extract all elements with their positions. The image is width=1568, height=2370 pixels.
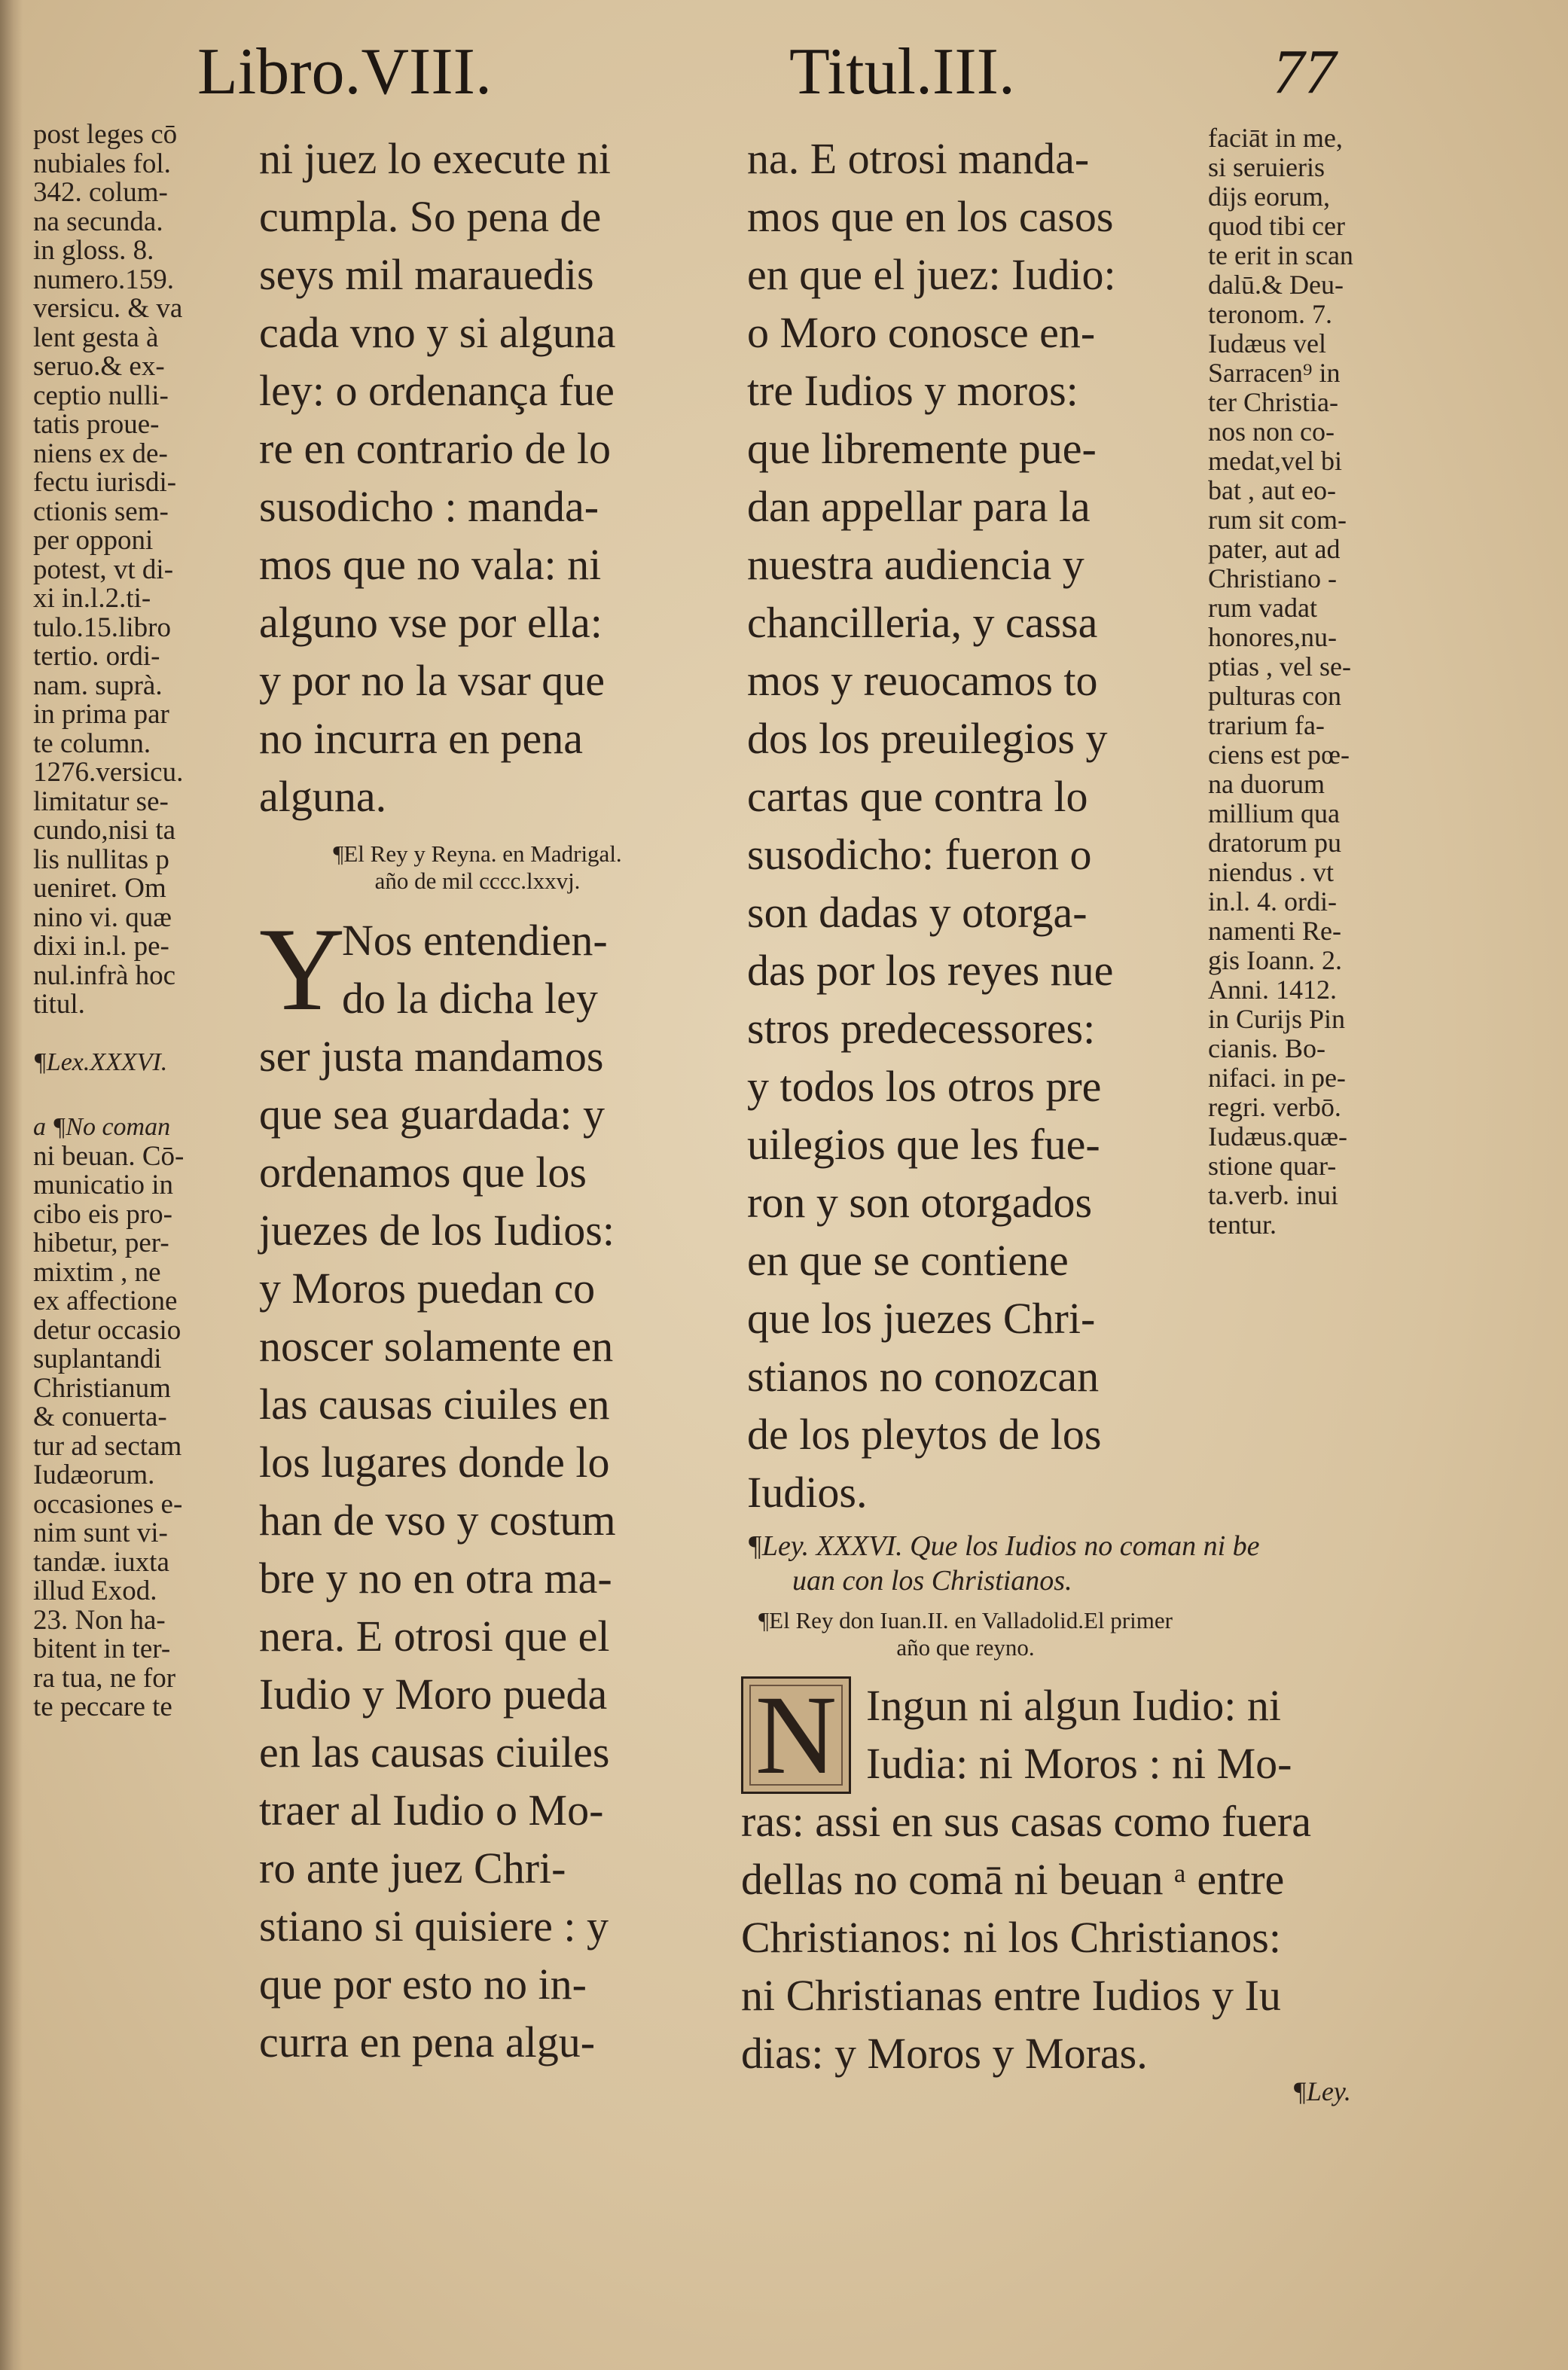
imprint-line: año de mil cccc.lxxvj. — [374, 868, 581, 894]
text-line: en las causas ciuiles — [259, 1728, 610, 1777]
imprint-line: ¶El Rey y Reyna. en Madrigal. — [333, 840, 622, 867]
gloss-line: tandæ. iuxta — [33, 1546, 169, 1578]
law-xxxvi-text — [741, 1672, 1404, 2082]
drop-cap-initial: Y — [259, 904, 346, 1036]
text-line: Ingun ni algun Iudio: ni — [866, 1681, 1281, 1730]
gloss-line: tatis proue- — [33, 409, 160, 440]
text-line: que por esto no in- — [259, 1960, 587, 2009]
text-line: Nos entendien- — [342, 916, 608, 965]
gloss-line: ctionis sem- — [33, 496, 169, 527]
gloss-line: te column. — [33, 727, 151, 759]
gloss-line: ra tua, ne for — [33, 1662, 176, 1694]
gloss-line: si seruieris — [1208, 152, 1325, 182]
gloss-line: lis nullitas p — [33, 843, 169, 875]
imprint-line: año que reyno. — [896, 1634, 1035, 1661]
text-line: ser justa mandamos — [259, 1032, 604, 1081]
text-line: curra en pena algu- — [259, 2018, 596, 2067]
text-line: de los pleytos de los — [747, 1410, 1102, 1459]
text-line: en que se contiene — [747, 1236, 1069, 1285]
imprint-line: ¶El Rey don Iuan.II. en Valladolid.El primer — [758, 1607, 1173, 1633]
gloss-line: versicu. & va — [33, 293, 183, 324]
gloss-line: pulturas con — [1208, 681, 1341, 711]
gloss-line: gis Ioann. 2. — [1208, 945, 1342, 975]
text-line: mos que no vala: ni — [259, 540, 602, 589]
gloss-line: ex affectione — [33, 1286, 178, 1316]
text-line: na. E otrosi manda- — [747, 134, 1090, 183]
text-line: Iudia: ni Moros : ni Mo- — [866, 1739, 1292, 1788]
text-line: dan appellar para la — [747, 482, 1091, 531]
text-line: das por los reyes nue — [747, 946, 1114, 995]
text-line: noscer solamente en — [259, 1322, 614, 1371]
text-line: nuestra audiencia y — [747, 540, 1084, 589]
text-line: ni Christianas entre Iudios y Iu — [741, 1971, 1281, 2020]
gloss-line: rum vadat — [1208, 593, 1317, 623]
gloss-line: Iudæorum. — [33, 1460, 155, 1490]
text-line: dos los preuilegios y — [747, 714, 1108, 763]
running-head-book: Libro.VIII. — [197, 35, 492, 108]
gloss-line: tertio. ordi- — [33, 641, 160, 672]
text-line: ras: assi en sus casas como fuera — [741, 1797, 1311, 1846]
text-line: que sea guardada: y — [259, 1090, 605, 1139]
gloss-line: millium qua — [1208, 798, 1340, 828]
text-line: que libremente pue- — [747, 424, 1097, 473]
text-line: y Moros puedan co — [259, 1264, 596, 1313]
gloss-line: ta.verb. inui — [1208, 1180, 1338, 1210]
text-line: que los juezes Chri- — [747, 1294, 1096, 1343]
gloss-line: ter Christia- — [1208, 387, 1338, 417]
law-paragraph — [259, 904, 696, 2071]
text-line: ron y son otorgados — [747, 1178, 1093, 1227]
text-line: los lugares donde lo — [259, 1438, 610, 1487]
text-line: dias: y Moros y Moras. — [741, 2029, 1148, 2078]
gloss-line: teronom. 7. — [1208, 299, 1332, 329]
gloss-line: namenti Re- — [1208, 916, 1341, 946]
text-line: mos y reuocamos to — [747, 656, 1098, 705]
text-line: o Moro conosce en- — [747, 308, 1096, 357]
gloss-line: xi in.l.2.ti- — [33, 583, 151, 614]
text-line: cumpla. So pena de — [259, 192, 602, 241]
folio-number: 77 — [1273, 37, 1336, 107]
text-line: tre Iudios y moros: — [747, 366, 1078, 415]
text-line: bre y no en otra ma- — [259, 1554, 612, 1603]
text-line: Christianos: ni los Christianos: — [741, 1913, 1281, 1962]
law-heading-line: uan con los Christianos. — [792, 1565, 1072, 1597]
text-line: Iudios. — [747, 1468, 868, 1517]
text-line: seys mil marauedis — [259, 250, 594, 299]
gloss-line: dijs eorum, — [1208, 181, 1330, 212]
gloss-line: seruo.& ex- — [33, 351, 165, 382]
gloss-line: Anni. 1412. — [1208, 975, 1337, 1005]
gloss-line: mixtim , ne — [33, 1256, 161, 1288]
gloss-line: & conuerta- — [33, 1402, 167, 1432]
text-line: son dadas y otorga- — [747, 888, 1088, 937]
ornamental-drop-cap — [741, 1672, 851, 1798]
gloss-line: per opponi — [33, 525, 154, 556]
gloss-line: trarium fa- — [1208, 710, 1325, 740]
gloss-line: pater, aut ad — [1208, 534, 1341, 564]
gloss-line: dixi in.l. pe- — [33, 931, 169, 962]
text-line: susodicho : manda- — [259, 482, 599, 531]
gloss-line: nifaci. in pe- — [1208, 1063, 1346, 1093]
gloss-line: Sarracen⁹ in — [1208, 358, 1341, 388]
gloss-line: ueniret. Om — [33, 873, 166, 904]
text-line: stros predecessores: — [747, 1004, 1096, 1053]
running-head — [0, 27, 1568, 117]
text-line: alguno vse por ella: — [259, 598, 602, 647]
text-line: cada vno y si alguna — [259, 308, 616, 357]
text-line: susodicho: fueron o — [747, 830, 1092, 879]
law-heading — [747, 1529, 1260, 1598]
gloss-line: ceptio nulli- — [33, 380, 169, 411]
gloss-line: bitent in ter- — [33, 1633, 171, 1664]
gloss-line: tur ad sectam — [33, 1430, 182, 1462]
gloss-line: post leges cō — [33, 119, 178, 150]
imprint-note — [259, 840, 696, 895]
gloss-line: nam. suprà. — [33, 670, 163, 701]
gloss-line: stione quar- — [1208, 1151, 1337, 1181]
gloss-line: limitatur se- — [33, 785, 169, 817]
gloss-line: nino vi. quæ — [33, 901, 172, 933]
gloss-line: nim sunt vi- — [33, 1517, 168, 1548]
imprint-note — [747, 1607, 1184, 1661]
running-head-title: Titul.III. — [789, 35, 1015, 108]
gloss-line: ptias , vel se- — [1208, 651, 1351, 682]
law-heading-line: ¶Ley. XXXVI. Que los Iudios no coman ni be — [747, 1530, 1260, 1562]
gloss-line: quod tibi cer — [1208, 211, 1345, 241]
gloss-line: ciens est pœ- — [1208, 740, 1350, 770]
gloss-line: Christiano - — [1208, 563, 1337, 593]
text-line: ley: o ordenança fue — [259, 366, 615, 415]
gloss-line: lent gesta à — [33, 322, 159, 353]
text-line: no incurra en pena — [259, 714, 583, 763]
text-line: han de vso y costum — [259, 1496, 616, 1545]
text-line: stianos no conozcan — [747, 1352, 1100, 1401]
gloss-line: nubiales fol. — [33, 148, 171, 179]
gloss-line: tulo.15.libro — [33, 612, 171, 643]
text-line: ni juez lo execute ni — [259, 134, 612, 183]
gloss-line: regri. verbō. — [1208, 1092, 1341, 1122]
text-line: re en contrario de lo — [259, 424, 612, 473]
gloss-line: rum sit com- — [1208, 505, 1347, 535]
text-line: en que el juez: Iudio: — [747, 250, 1116, 299]
gloss-line: in Curijs Pin — [1208, 1004, 1346, 1034]
text-line: ro ante juez Chri- — [259, 1844, 566, 1893]
text-line: uilegios que les fue- — [747, 1120, 1100, 1169]
gloss-line: occasiones e- — [33, 1488, 183, 1520]
left-margin-gloss — [33, 120, 221, 1722]
gloss-line: municatio in — [33, 1170, 173, 1200]
gloss-line: in gloss. 8. — [33, 235, 154, 266]
catchword: ¶Ley. — [1292, 2076, 1351, 2106]
gloss-line: 342. colum- — [33, 177, 168, 208]
gloss-line: hibetur, per- — [33, 1228, 169, 1258]
gloss-line: Iudæus.quæ- — [1208, 1121, 1348, 1151]
text-line: alguna. — [259, 772, 387, 821]
gloss-line: potest, vt di- — [33, 554, 174, 585]
text-line: las causas ciuiles en — [259, 1380, 610, 1429]
gloss-line: in.l. 4. ordi- — [1208, 886, 1337, 917]
text-line: mos que en los casos — [747, 192, 1114, 241]
page-gutter-shadow — [0, 0, 23, 2370]
gloss-line: niendus . vt — [1208, 857, 1334, 887]
gloss-line: cianis. Bo- — [1208, 1033, 1325, 1063]
text-line: stiano si quisiere : y — [259, 1902, 609, 1951]
law-text-continued — [259, 130, 696, 825]
text-line: dellas no comā ni beuan ᵃ entre — [741, 1855, 1285, 1904]
left-margin-note-2-heading: a ¶No coman — [33, 1113, 171, 1141]
gloss-line: dratorum pu — [1208, 828, 1341, 858]
text-line: do la dicha ley — [342, 974, 598, 1023]
gloss-line: illud Exod. — [33, 1575, 157, 1606]
left-margin-note-1 — [33, 120, 221, 1020]
left-margin-note-2 — [33, 1142, 221, 1722]
gloss-line: faciāt in me, — [1208, 123, 1343, 153]
right-margin-gloss — [1208, 124, 1411, 1240]
main-column-left — [259, 130, 696, 2071]
gloss-line: Christianum — [33, 1372, 171, 1404]
text-line: juezes de los Iudios: — [259, 1206, 615, 1255]
gloss-line: bat , aut eo- — [1208, 475, 1336, 505]
text-line: ordenamos que los — [259, 1148, 587, 1197]
text-line: y por no la vsar que — [259, 656, 606, 705]
gloss-line: cibo eis pro- — [33, 1198, 172, 1230]
gloss-line: dalū.& Deu- — [1208, 270, 1344, 300]
text-line: Iudio y Moro pueda — [259, 1670, 608, 1719]
drop-cap-letter: N — [755, 1672, 837, 1798]
law-paragraph-body — [259, 1027, 696, 2071]
gloss-line: suplantandi — [33, 1344, 162, 1374]
gloss-line: 23. Non ha- — [33, 1604, 166, 1636]
text-line: traer al Iudio o Mo- — [259, 1786, 604, 1835]
gloss-line: medat,vel bi — [1208, 446, 1342, 476]
gloss-line: tentur. — [1208, 1209, 1277, 1240]
gloss-line: na secunda. — [33, 206, 163, 237]
gloss-line: cundo,nisi ta — [33, 815, 176, 846]
gloss-line: te peccare te — [33, 1691, 172, 1722]
law-text-continued — [747, 130, 1184, 1521]
gloss-line: nul.infrà hoc — [33, 959, 176, 991]
text-line: nera. E otrosi que el — [259, 1612, 610, 1661]
gloss-line: ni beuan. Cō- — [33, 1140, 185, 1172]
gloss-line: titul. — [33, 989, 85, 1020]
left-margin-law-reference: ¶Lex.XXXVI. — [33, 1048, 168, 1076]
text-line: cartas que contra lo — [747, 772, 1088, 821]
gloss-line: detur occasio — [33, 1314, 182, 1346]
gloss-line: niens ex de- — [33, 438, 168, 469]
gloss-line: nos non co- — [1208, 416, 1335, 447]
gloss-line: te erit in scan — [1208, 240, 1353, 270]
gloss-line: in prima par — [33, 699, 169, 730]
gloss-line: numero.159. — [33, 264, 175, 295]
gloss-line: 1276.versicu. — [33, 757, 184, 788]
gloss-line: Iudæus vel — [1208, 328, 1326, 358]
gloss-line: honores,nu- — [1208, 622, 1337, 652]
gloss-line: fectu iurisdi- — [33, 467, 177, 498]
gloss-line: na duorum — [1208, 769, 1325, 799]
text-line: chancilleria, y cassa — [747, 598, 1098, 647]
text-line: y todos los otros pre — [747, 1062, 1102, 1111]
law-xxxvi-body — [741, 1792, 1404, 2082]
